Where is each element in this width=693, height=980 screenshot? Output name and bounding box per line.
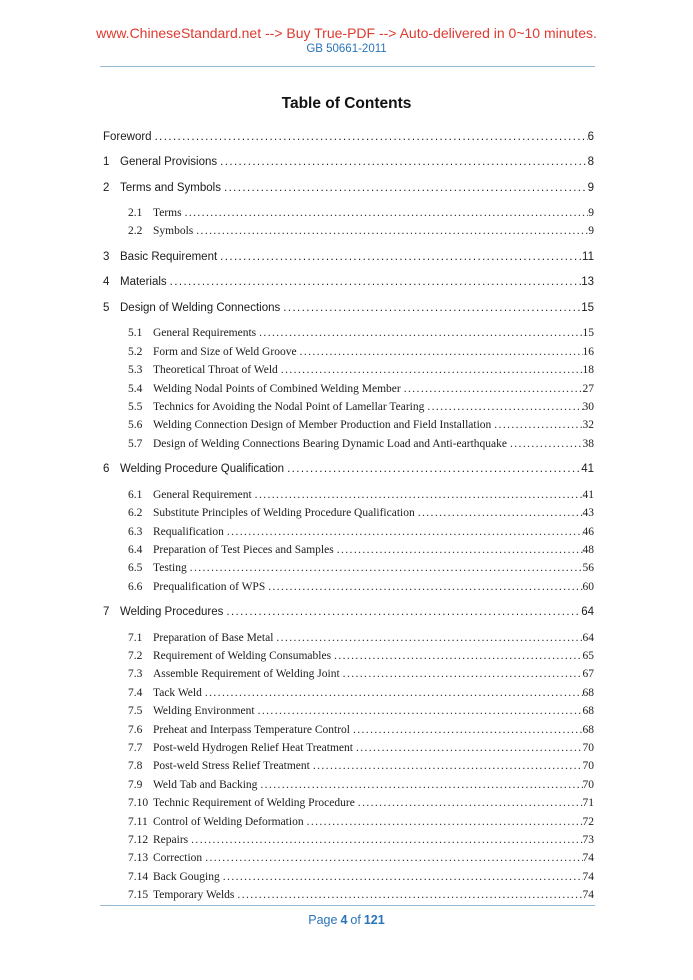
dot-leader xyxy=(404,382,583,396)
toc-entry-number: 6.3 xyxy=(128,525,143,538)
toc-entry xyxy=(103,667,594,681)
dot-leader xyxy=(307,815,583,829)
toc-entry-title: Tack Weld xyxy=(153,686,202,699)
toc-entry-number: 7.4 xyxy=(128,686,143,699)
toc-entry-title: Design of Welding Connections xyxy=(120,301,281,314)
footer-current-page: 4 xyxy=(340,913,348,927)
toc-entry-title: Welding Nodal Points of Combined Welding Member xyxy=(153,382,401,395)
toc-entry-page: 41 xyxy=(582,488,594,501)
toc-entry-page: 46 xyxy=(582,525,594,538)
toc-entry-number: 7.14 xyxy=(128,870,149,883)
toc-entry-title: Testing xyxy=(153,562,187,575)
dot-leader xyxy=(300,345,583,359)
toc-entry xyxy=(103,543,594,557)
toc-entry-number: 7.5 xyxy=(128,705,143,718)
toc-entry-number: 2.2 xyxy=(128,225,143,238)
toc-entry-page: 68 xyxy=(582,686,594,699)
toc-entry-number: 7.15 xyxy=(128,889,149,902)
toc-entry-number: 6.5 xyxy=(128,562,143,575)
toc-entry-number: 3 xyxy=(103,250,110,263)
toc-entry-page: 64 xyxy=(582,631,594,644)
dot-leader xyxy=(220,250,582,264)
page-title: Table of Contents xyxy=(281,95,412,112)
toc-entry-page: 68 xyxy=(582,723,594,736)
toc-entry xyxy=(103,759,594,773)
toc-entry xyxy=(103,870,594,884)
toc-entry-number: 5.6 xyxy=(128,419,143,432)
dot-leader xyxy=(358,796,583,810)
toc-entry-title: Technics for Avoiding the Nodal Point of Lamellar Tearing xyxy=(153,400,425,413)
dot-leader xyxy=(255,488,583,502)
toc-entry-number: 6.4 xyxy=(128,543,143,556)
toc-entry-page: 6 xyxy=(587,130,594,143)
toc-entry-page: 65 xyxy=(582,650,594,663)
toc-entry-title: Theoretical Throat of Weld xyxy=(153,364,278,377)
toc-entry-page: 73 xyxy=(582,833,594,846)
dot-leader xyxy=(353,723,583,737)
toc-entry xyxy=(103,796,594,810)
toc-entry-title: Weld Tab and Backing xyxy=(153,778,258,791)
toc-entry-title: Welding Connection Design of Member Production and Field Installation xyxy=(153,419,492,432)
toc-entry-title: Temporary Welds xyxy=(153,889,235,902)
toc-entry xyxy=(103,704,594,718)
footer-of-label: of xyxy=(350,913,361,927)
toc-entry xyxy=(103,130,594,144)
toc-entry xyxy=(103,686,594,700)
toc-entry xyxy=(103,580,594,594)
toc-entry-number: 5.5 xyxy=(128,400,143,413)
toc-entry-page: 38 xyxy=(582,437,594,450)
toc-entry xyxy=(103,418,594,432)
promo-link[interactable]: www.ChineseStandard.net --> Buy True-PDF --> Auto-delivered in 0~10 minutes. xyxy=(96,25,597,41)
dot-leader xyxy=(337,543,583,557)
toc-entry xyxy=(103,815,594,829)
dot-leader xyxy=(287,462,581,476)
standard-code: GB 50661-2011 xyxy=(306,43,387,55)
dot-leader xyxy=(494,418,582,432)
toc-entry-title: Technic Requirement of Welding Procedure xyxy=(153,797,355,810)
toc-entry-page: 15 xyxy=(582,327,594,340)
toc-entry-number: 6.2 xyxy=(128,507,143,520)
toc-entry-number: 1 xyxy=(103,156,110,168)
toc-entry-title: Post-weld Stress Relief Treatment xyxy=(153,760,310,773)
toc-entry-page: 71 xyxy=(582,797,594,810)
toc-entry xyxy=(103,363,594,377)
toc-entry-page: 64 xyxy=(581,606,594,619)
toc-entry-page: 9 xyxy=(588,207,594,219)
toc-entry-number: 5.1 xyxy=(128,327,143,340)
toc-entry-title: Preparation of Base Metal xyxy=(153,631,274,644)
dot-leader xyxy=(205,686,583,700)
toc-entry-page: 74 xyxy=(582,870,594,883)
toc-entry xyxy=(103,382,594,396)
toc-entry-title: Preparation of Test Pieces and Samples xyxy=(153,543,334,556)
toc-entry-title: Substitute Principles of Welding Procedure Qualification xyxy=(153,507,415,520)
toc-entry-number: 4 xyxy=(103,276,110,289)
toc-entry xyxy=(103,488,594,502)
toc-entry-title: Welding Procedures xyxy=(120,606,224,619)
toc-entry-page: 68 xyxy=(582,705,594,718)
toc-entry xyxy=(103,345,594,359)
toc-entry-title: Form and Size of Weld Groove xyxy=(153,345,297,358)
dot-leader xyxy=(224,181,588,195)
dot-leader xyxy=(205,851,582,865)
toc-entry-page: 18 xyxy=(582,364,594,377)
toc-entry-number: 6.1 xyxy=(128,488,143,501)
toc-entry-page: 74 xyxy=(582,852,594,865)
toc-entry-title: Assemble Requirement of Welding Joint xyxy=(153,668,340,681)
dot-leader xyxy=(268,580,582,594)
toc-entry-page: 70 xyxy=(582,778,594,791)
toc-entry-page: 15 xyxy=(581,301,594,314)
dot-leader xyxy=(227,525,583,539)
dot-leader xyxy=(191,833,582,847)
toc-entry-page: 13 xyxy=(581,276,594,289)
toc-entry-title: Symbols xyxy=(153,225,194,238)
toc-entry-title: General Requirements xyxy=(153,327,257,340)
dot-leader xyxy=(427,400,582,414)
dot-leader xyxy=(343,667,583,681)
toc-entry xyxy=(103,224,594,238)
toc-entry-number: 2.1 xyxy=(128,207,143,219)
toc-entry-title: Requirement of Welding Consumables xyxy=(153,650,332,663)
toc-entry xyxy=(103,462,594,476)
dot-leader xyxy=(418,506,583,520)
toc-entry-page: 16 xyxy=(582,345,594,358)
toc-entry-page: 30 xyxy=(582,400,594,413)
toc-entry xyxy=(103,561,594,575)
toc-entry-number: 7.6 xyxy=(128,723,143,736)
dot-leader xyxy=(334,649,582,663)
toc-entry-number: 7.9 xyxy=(128,778,143,791)
dot-leader xyxy=(226,605,581,619)
toc-entry xyxy=(103,631,594,645)
toc-entry-number: 7.11 xyxy=(128,815,148,828)
toc-entry-page: 32 xyxy=(582,419,594,432)
dot-leader xyxy=(237,888,582,902)
toc-entry-title: Terms xyxy=(153,207,182,219)
toc-entry xyxy=(103,155,594,169)
toc-entry xyxy=(103,723,594,737)
toc-entry xyxy=(103,649,594,663)
dot-leader xyxy=(185,206,589,220)
toc-entry xyxy=(103,525,594,539)
page-footer xyxy=(0,913,693,928)
footer-total-pages: 121 xyxy=(363,913,385,927)
toc-entry-number: 7.1 xyxy=(128,631,143,644)
toc-entry-page: 11 xyxy=(582,250,594,263)
toc-entry-number: 6 xyxy=(103,463,110,476)
toc-entry xyxy=(103,301,594,315)
toc-entry-number: 5.7 xyxy=(128,437,143,450)
dot-leader xyxy=(259,326,582,340)
toc-entry-title: Welding Environment xyxy=(153,705,255,718)
footer-page-label: Page xyxy=(308,913,338,927)
dot-leader xyxy=(196,224,588,238)
toc-entry-page: 72 xyxy=(582,815,594,828)
toc-entry-title: Back Gouging xyxy=(153,870,220,883)
toc-entry xyxy=(103,400,594,414)
toc-entry-title: Preheat and Interpass Temperature Control xyxy=(153,723,350,736)
toc-entry-page: 27 xyxy=(582,382,594,395)
toc-entry-number: 7.2 xyxy=(128,650,143,663)
dot-leader xyxy=(260,778,582,792)
toc-entry-number: 7.13 xyxy=(128,852,149,865)
toc-entry-number: 7.3 xyxy=(128,668,143,681)
toc-entry xyxy=(103,741,594,755)
toc-entry-number: 6.6 xyxy=(128,580,143,593)
toc-entry xyxy=(103,605,594,619)
toc-entry-page: 56 xyxy=(582,562,594,575)
toc-entry-page: 74 xyxy=(582,889,594,902)
toc-entry xyxy=(103,506,594,520)
toc-entry-title: General Requirement xyxy=(153,488,252,501)
footer-rule xyxy=(100,905,595,906)
toc-entry-page: 9 xyxy=(587,181,594,194)
toc-entry-title: Basic Requirement xyxy=(120,250,218,263)
dot-leader xyxy=(223,870,583,884)
toc-entry-title: Design of Welding Connections Bearing Dynamic Load and Anti-earthquake xyxy=(153,437,507,450)
toc-entry-title: Terms and Symbols xyxy=(120,181,221,194)
toc-entry-title: Prequalification of WPS xyxy=(153,580,266,593)
toc-entry-page: 70 xyxy=(582,760,594,773)
dot-leader xyxy=(281,363,583,377)
toc-entry-title: Materials xyxy=(120,276,167,289)
header-rule xyxy=(100,66,595,67)
toc-entry-number: 5.2 xyxy=(128,345,143,358)
toc-entry-number: 7.7 xyxy=(128,742,143,755)
toc-entry-number: 5.3 xyxy=(128,364,143,377)
toc-entry xyxy=(103,888,594,902)
dot-leader xyxy=(170,275,582,289)
toc-entry xyxy=(103,778,594,792)
toc-entry-page: 67 xyxy=(582,668,594,681)
toc-entry xyxy=(103,437,594,451)
toc-entry-title: Requalification xyxy=(153,525,224,538)
toc-entry xyxy=(103,326,594,340)
toc-entry-title: Foreword xyxy=(103,130,152,143)
toc-entry xyxy=(103,851,594,865)
toc-entry xyxy=(103,275,594,289)
toc-entry-page: 70 xyxy=(582,742,594,755)
dot-leader xyxy=(356,741,583,755)
table-of-contents xyxy=(103,118,594,907)
toc-entry-page: 8 xyxy=(587,156,594,168)
toc-entry xyxy=(103,250,594,264)
dot-leader xyxy=(510,437,583,451)
toc-entry-number: 7.10 xyxy=(128,797,149,810)
toc-entry-title: Correction xyxy=(153,852,203,865)
dot-leader xyxy=(190,561,583,575)
toc-entry-number: 5 xyxy=(103,301,110,314)
toc-entry-number: 7.8 xyxy=(128,760,143,773)
toc-entry-title: Repairs xyxy=(153,833,189,846)
toc-entry-title: Welding Procedure Qualification xyxy=(120,463,285,476)
toc-entry-number: 7.12 xyxy=(128,833,149,846)
dot-leader xyxy=(258,704,583,718)
toc-entry-number: 7 xyxy=(103,606,110,619)
dot-leader xyxy=(283,301,581,315)
toc-entry-number: 5.4 xyxy=(128,382,143,395)
dot-leader xyxy=(155,130,588,144)
toc-entry xyxy=(103,181,594,195)
toc-entry xyxy=(103,833,594,847)
toc-entry-title: General Provisions xyxy=(120,156,218,168)
dot-leader xyxy=(313,759,583,773)
toc-entry-number: 2 xyxy=(103,181,110,194)
toc-entry-title: Post-weld Hydrogen Relief Heat Treatment xyxy=(153,742,353,755)
toc-entry xyxy=(103,206,594,220)
toc-entry-title: Control of Welding Deformation xyxy=(153,815,304,828)
dot-leader xyxy=(276,631,582,645)
toc-entry-page: 9 xyxy=(588,225,594,238)
toc-entry-page: 60 xyxy=(582,580,594,593)
toc-entry-page: 43 xyxy=(582,507,594,520)
dot-leader xyxy=(220,155,587,169)
toc-entry-page: 41 xyxy=(581,463,594,476)
toc-entry-page: 48 xyxy=(582,543,594,556)
